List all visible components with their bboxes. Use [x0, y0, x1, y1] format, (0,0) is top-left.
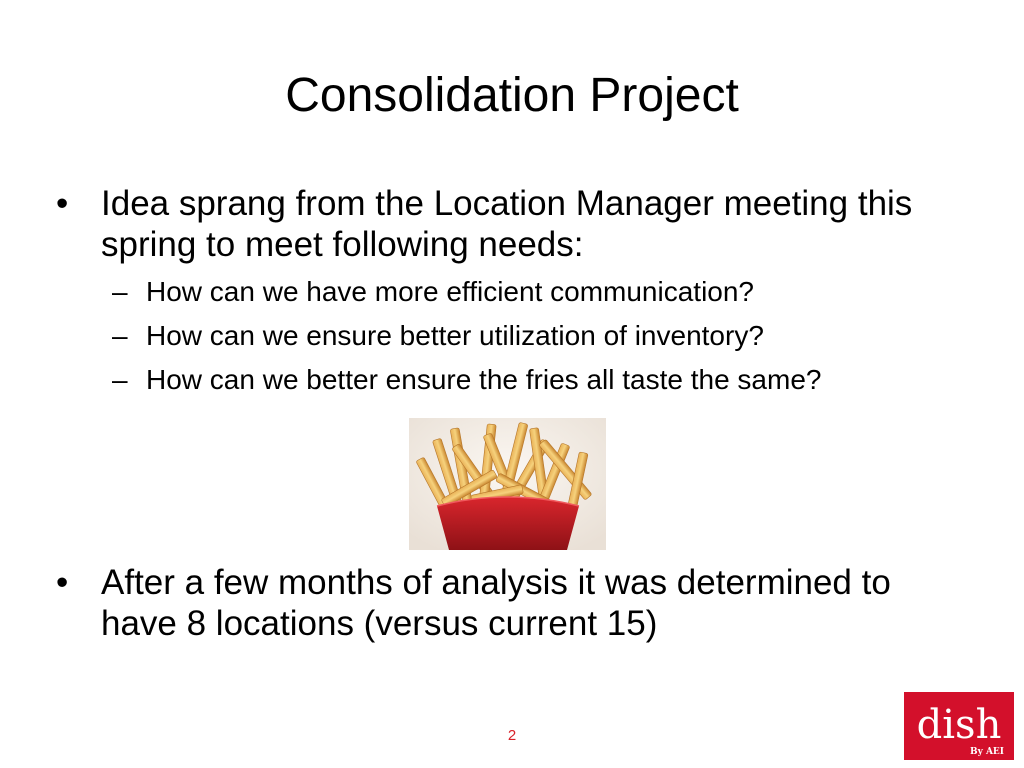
sub-bullet-item — [112, 358, 992, 402]
french-fries-icon — [409, 418, 606, 550]
bullet-marker: • — [56, 184, 69, 223]
slide-title: Consolidation Project — [285, 69, 739, 122]
sub-bullet-text: How can we better ensure the fries all taste the same? — [146, 364, 822, 395]
french-fries-image — [409, 418, 606, 550]
logo-tagline: By AEI — [969, 747, 1004, 757]
logo-wordmark: dish — [916, 702, 1002, 748]
sub-bullet-item — [112, 270, 992, 314]
bullet-text: After a few months of analysis it was determined to have 8 locations (versus current 15) — [101, 563, 891, 643]
bullet-marker: • — [56, 563, 69, 602]
sub-bullet-marker: – — [112, 364, 128, 395]
bullet-item — [56, 183, 976, 265]
sub-bullet-text: How can we have more efficient communication? — [146, 276, 755, 307]
bullet-item — [56, 562, 976, 644]
sub-bullet-marker: – — [112, 276, 128, 307]
sub-bullet-list — [112, 270, 992, 402]
sub-bullet-item — [112, 314, 992, 358]
dish-logo — [904, 692, 1014, 760]
bullet-text: Idea sprang from the Location Manager meeting this spring to meet following needs: — [101, 184, 913, 264]
dish-logo-icon — [904, 692, 1014, 760]
page-number: 2 — [507, 727, 517, 744]
sub-bullet-text: How can we ensure better utilization of inventory? — [146, 320, 764, 351]
sub-bullet-marker: – — [112, 320, 128, 351]
